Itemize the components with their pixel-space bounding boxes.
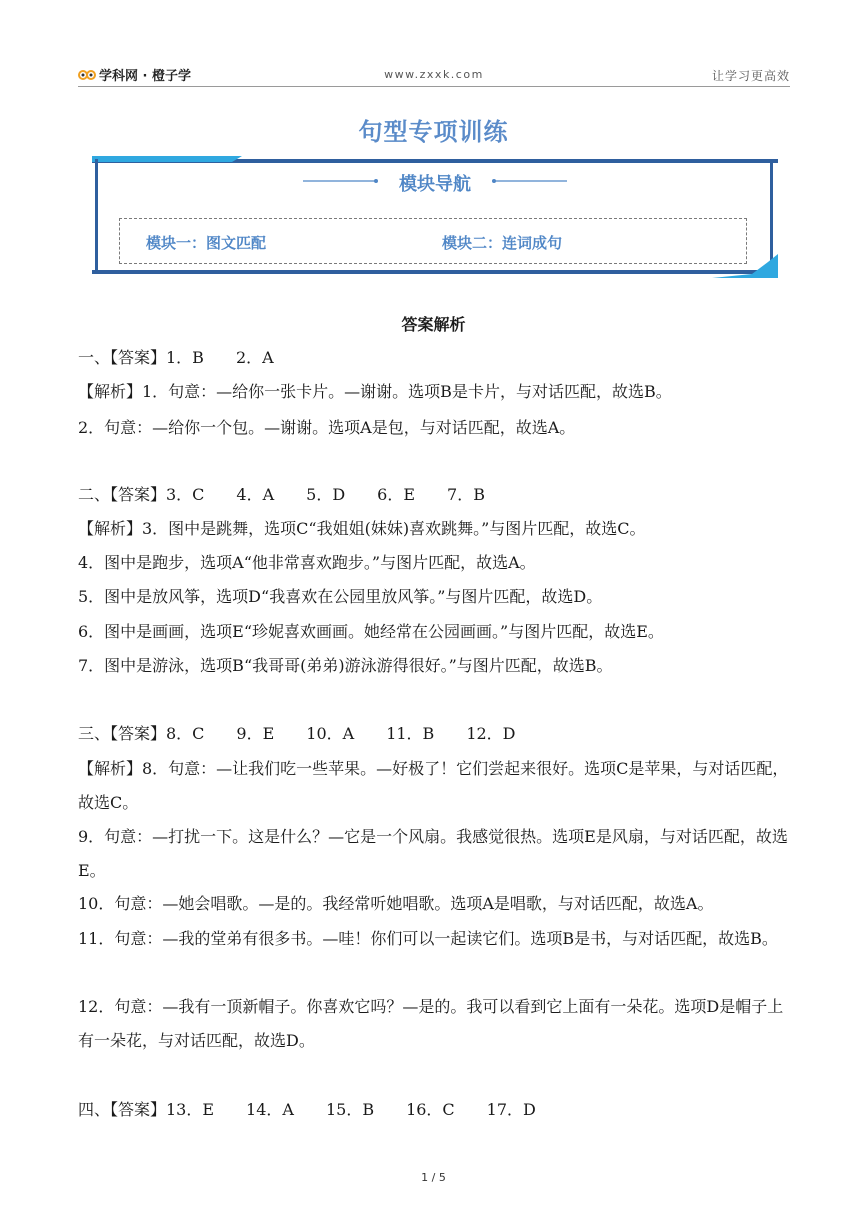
answer-line: 一、【答案】1．B 2．A [78, 348, 274, 367]
analysis-line: 11．句意：—我的堂弟有很多书。—哇！你们可以一起读它们。选项B是书，与对话匹配，故选B。 [78, 929, 778, 948]
answer-line: 三、【答案】8．C 9．E 10．A 11．B 12．D [78, 724, 516, 743]
page-number: 1 / 5 [421, 1171, 446, 1184]
module-2-link[interactable]: 模块二：连词成句 [442, 234, 563, 252]
answer-line: 二、【答案】3．C 4．A 5．D 6．E 7．B [78, 485, 485, 504]
answer-line: 四、【答案】13．E 14．A 15．B 16．C 17．D [78, 1100, 536, 1119]
module-list [119, 218, 747, 264]
analysis-line: 【解析】3．图中是跳舞，选项C“我姐姐(妹妹)喜欢跳舞。”与图片匹配，故选C。 [78, 519, 646, 538]
nav-title: 模块导航 [399, 174, 471, 195]
site-url: www.zxxk.com [384, 68, 484, 81]
site-slogan: 让学习更高效 [711, 69, 790, 83]
analysis-line: 7．图中是游泳，选项B“我哥哥(弟弟)游泳游得很好。”与图片匹配，故选B。 [78, 656, 613, 675]
analysis-line: 2．句意：—给你一个包。—谢谢。选项A是包，与对话匹配，故选A。 [78, 418, 576, 437]
logo-text: 学科网 · 橙子学 [99, 69, 191, 84]
analysis-line: 10．句意：—她会唱歌。—是的。我经常听她唱歌。选项A是唱歌，与对话匹配，故选A。 [78, 894, 714, 913]
analysis-line: 4．图中是跑步，选项A“他非常喜欢跑步。”与图片匹配，故选A。 [78, 553, 536, 572]
analysis-line: 9．句意：—打扰一下。这是什么？—它是一个风扇。我感觉很热。选项E是风扇，与对话匹配，故选E。 [78, 827, 788, 880]
analysis-line: 6．图中是画画，选项E“珍妮喜欢画画。她经常在公园画画。”与图片匹配，故选E。 [78, 622, 664, 641]
module-1-link[interactable]: 模块一：图文匹配 [146, 234, 267, 252]
analysis-line: 12．句意：—我有一顶新帽子。你喜欢它吗？—是的。我可以看到它上面有一朵花。选项D是帽子上有一朵花，与对话匹配，故选D。 [78, 997, 784, 1050]
analysis-line: 5．图中是放风筝，选项D“我喜欢在公园里放风筝。”与图片匹配，故选D。 [78, 587, 603, 606]
module-navigation-panel [92, 156, 778, 280]
analysis-line: 【解析】8．句意：—让我们吃一些苹果。—好极了！它们尝起来很好。选项C是苹果，与对话匹配，故选C。 [78, 759, 789, 812]
section-title: 答案解析 [401, 315, 466, 334]
analysis-line: 【解析】1．句意：—给你一张卡片。—谢谢。选项B是卡片，与对话匹配，故选B。 [78, 382, 672, 401]
page-title: 句型专项训练 [358, 117, 509, 146]
page-header [78, 62, 790, 87]
